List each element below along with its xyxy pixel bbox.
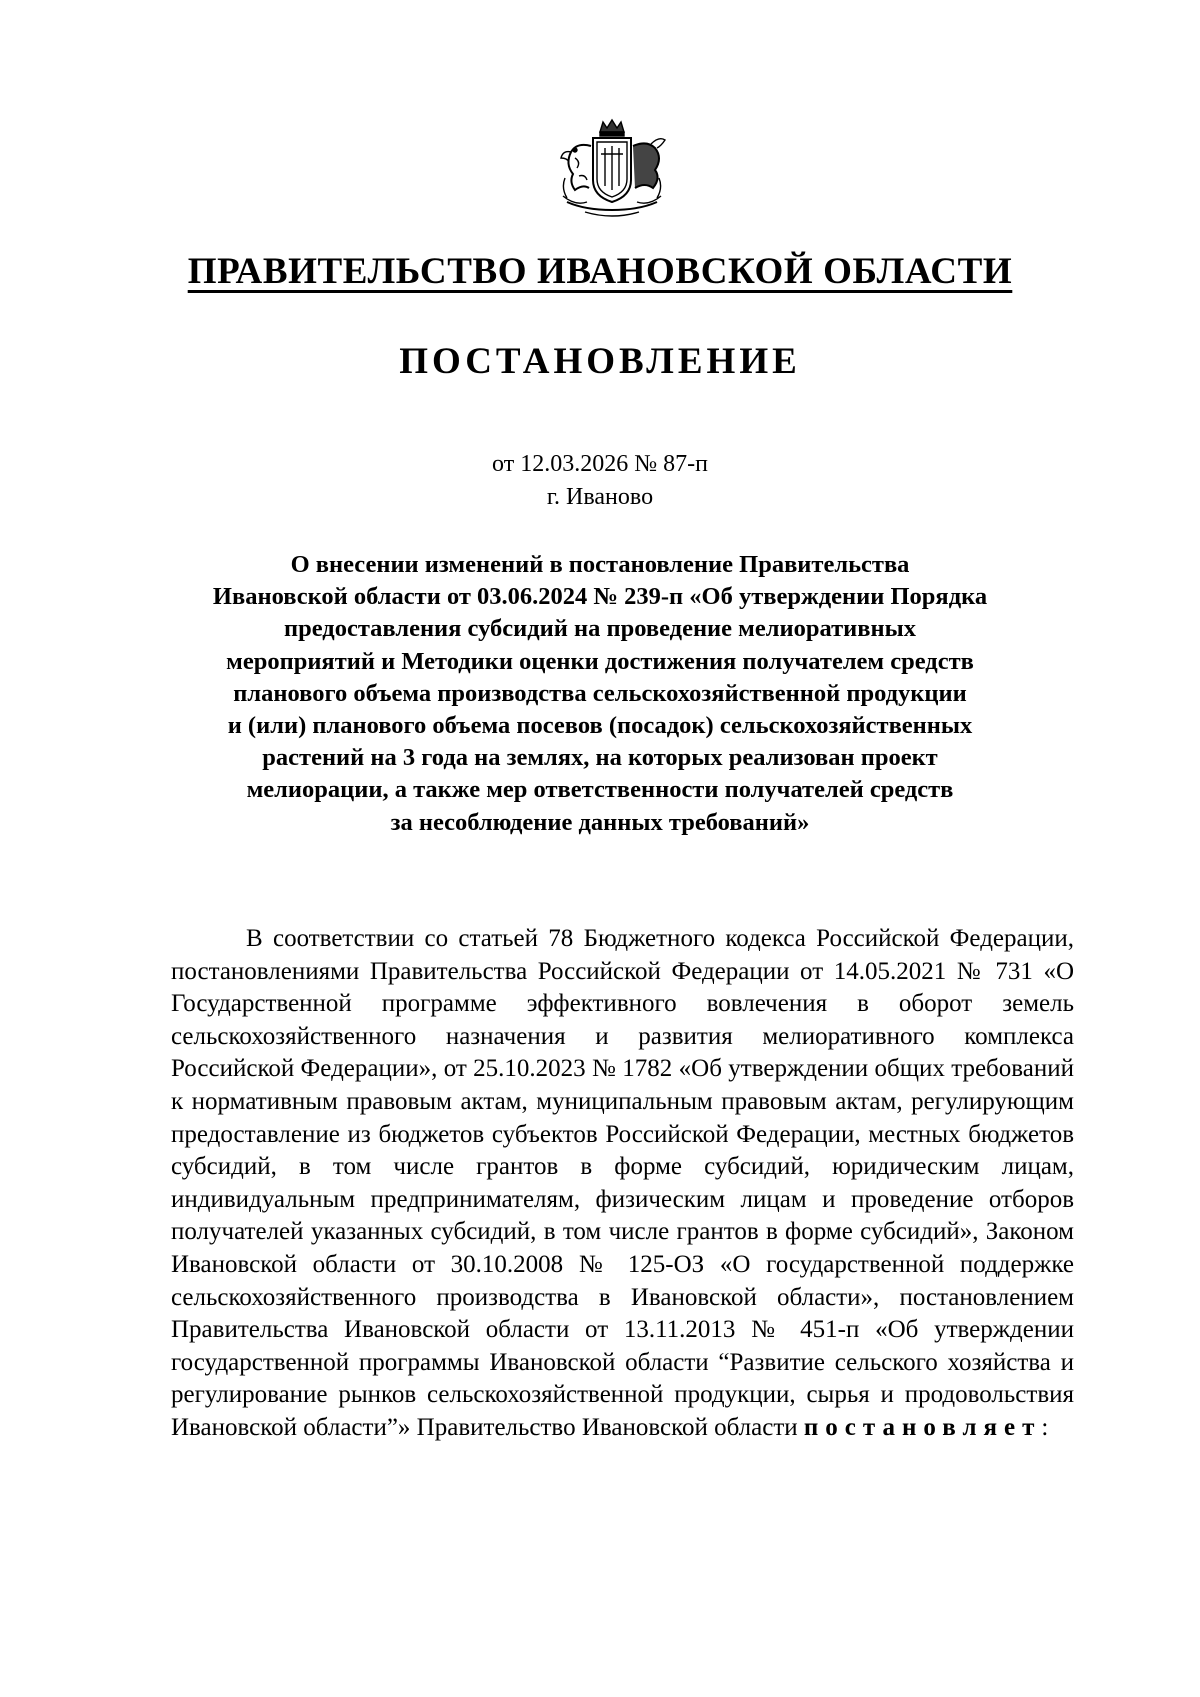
title-line: и (или) планового объема посевов (посадок) сельскохозяйственных [227,712,973,740]
preamble-paragraph [171,923,1074,1445]
title-line: за несоблюдение данных требований» [390,808,810,836]
organization-name: ПРАВИТЕЛЬСТВО ИВАНОВСКОЙ ОБЛАСТИ [187,251,1013,292]
title-line: предоставления субсидий на проведение мелиоративных [284,615,916,643]
title-line: Ивановской области от 03.06.2024 № 239-п «Об утверждении Порядка [212,583,988,611]
coat-of-arms-icon [555,118,669,222]
organization-heading [0,250,1200,293]
date-number: от 12.03.2026 № 87-п [492,451,708,477]
title-line: мелиорации, а также мер ответственности получателей средств [246,776,954,804]
title-line: мероприятий и Методики оценки достижения получателем средств [226,647,974,675]
preamble-text: В соответствии со статьей 78 Бюджетного кодекса Российской Федерации, постановлениями Правительства Российской Федерации от 14.05.2021 № 731 «О Государственной программе эффективного вовлечения в оборот земель сельскохозяйственного назначения и развития мелиоративного комплекса Российской Федерации», от 25.10.2023 № 1782 «Об утверждении общих требований к нормативным правовым актам, муниципальным правовым актам, регулирующим предоставление из бюджетов субъектов Российской Федерации, местных бюджетов субсидий, в том числе грантов в форме субсидий, юридическим лицам, индивидуальным предпринимателям, физическим лицам и проведение отборов получателей указанных субсидий, в том числе грантов в форме субсидий», Законом Ивановской области от 30.10.2008 № 125-ОЗ «О государственной поддержке сельскохозяйственного производства в Ивановской области», постановлением Правительства Ивановской области от 13.11.2013 № 451-п «Об утверждении государственной программы Ивановской области “Развитие сельского хозяйства и регулирование рынков сельскохозяйственной продукции, сырья и продовольствия Ивановской области”» Правительство Ивановской области [171,925,1074,1441]
title-line: О внесении изменений в постановление Правительства [290,551,910,578]
document-type: ПОСТАНОВЛЕНИЕ [399,341,801,382]
title-line: планового объема производства сельскохозяйственной продукции [233,679,967,707]
document-title [160,549,1040,839]
resolves-word: постановляет [803,1413,1042,1441]
title-line: растений на 3 года на землях, на которых реализован проект [262,744,938,772]
document-meta [0,448,1200,514]
colon: : [1041,1413,1049,1441]
city: г. Иваново [546,484,654,510]
